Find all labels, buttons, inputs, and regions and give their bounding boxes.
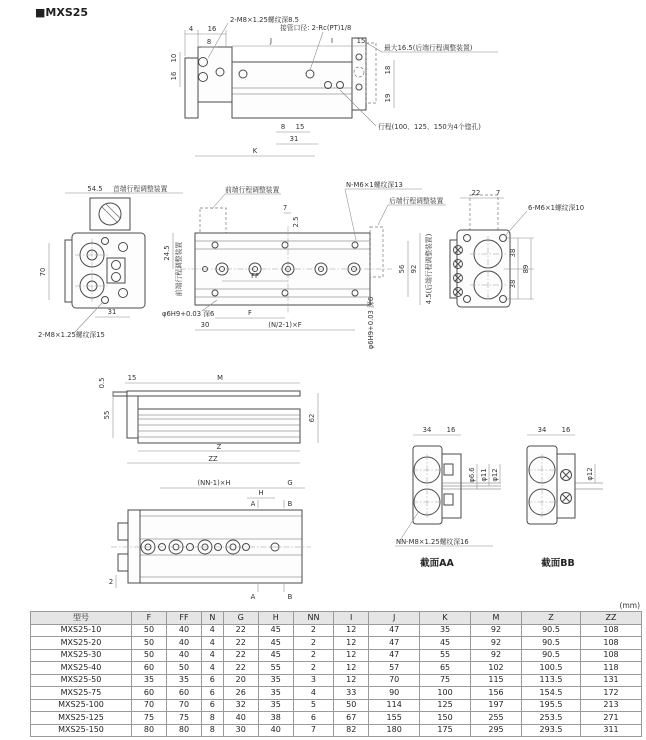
value-cell: 22 (223, 624, 258, 637)
header-cell: J (369, 612, 420, 625)
value-cell: 45 (258, 624, 293, 637)
value-cell: 3 (293, 674, 334, 687)
value-cell: 150 (420, 712, 471, 725)
table-row (31, 662, 642, 675)
value-cell: 6 (201, 687, 223, 700)
value-cell: 100.5 (522, 662, 581, 675)
note-thread: 6-M6×1螺纹深10 (528, 204, 585, 212)
label-front-adjuster-vertical: 前端行程调整装置 (175, 241, 183, 297)
dim-label: 70 (39, 267, 47, 277)
value-cell: 80 (132, 724, 167, 737)
dim-label: 38 (509, 248, 517, 258)
value-cell: 70 (132, 699, 167, 712)
table-row (31, 687, 642, 700)
value-cell: 155 (369, 712, 420, 725)
value-cell: 197 (471, 699, 522, 712)
value-cell: 311 (581, 724, 642, 737)
dim-label: 31 (289, 135, 299, 143)
value-cell: 45 (420, 637, 471, 650)
dim-label: (NN-1)×H (197, 479, 231, 487)
value-cell: 22 (223, 637, 258, 650)
note-stroke-holes: 行程(100、125、150为4个锪孔) (378, 123, 481, 131)
value-cell: 57 (369, 662, 420, 675)
header-cell: F (132, 612, 167, 625)
value-cell: 6 (201, 674, 223, 687)
section-mark-a: A (250, 593, 256, 601)
value-cell: 2 (293, 637, 334, 650)
model-cell: MXS25-40 (31, 662, 132, 675)
note-thread: N-M6×1螺纹深13 (346, 181, 403, 189)
model-cell: MXS25-75 (31, 687, 132, 700)
dim-label: 55 (103, 410, 111, 420)
value-cell: 12 (334, 662, 369, 675)
section-mark-b: B (287, 593, 293, 601)
dim-label: 7 (495, 189, 501, 197)
value-cell: 108 (581, 624, 642, 637)
value-cell: 108 (581, 637, 642, 650)
value-cell: 271 (581, 712, 642, 725)
dim-label: (N/2-1)×F (268, 321, 302, 329)
value-cell: 2 (293, 649, 334, 662)
value-cell: 4 (201, 649, 223, 662)
table-row (31, 699, 642, 712)
page-title: ■MXS25 (35, 6, 89, 19)
dim-label: I (330, 37, 334, 45)
dim-label: 7 (282, 204, 288, 212)
note-thread: 2-M8×1.25螺纹深8.5 (230, 16, 299, 24)
dim-label: 16 (446, 426, 456, 434)
value-cell: 50 (334, 699, 369, 712)
value-cell: 8 (201, 724, 223, 737)
value-cell: 35 (132, 674, 167, 687)
dim-label: 8 (206, 38, 212, 46)
dim-label: 16 (561, 426, 571, 434)
dim-label: G (287, 479, 293, 487)
header-cell: ZZ (581, 612, 642, 625)
value-cell: 60 (166, 687, 201, 700)
label-rear-adjuster-vertical: 4.5(后端行程调整装置) (425, 233, 433, 305)
dim-label: 34 (537, 426, 547, 434)
value-cell: 80 (166, 724, 201, 737)
value-cell: 102 (471, 662, 522, 675)
value-cell: 6 (293, 712, 334, 725)
model-cell: MXS25-20 (31, 637, 132, 650)
value-cell: 180 (369, 724, 420, 737)
header-cell: K (420, 612, 471, 625)
dim-label: 56 (398, 264, 406, 274)
dim-label: F (248, 309, 252, 317)
value-cell: 35 (258, 687, 293, 700)
table-row (31, 712, 642, 725)
value-cell: 100 (420, 687, 471, 700)
value-cell: 12 (334, 624, 369, 637)
value-cell: 45 (258, 649, 293, 662)
value-cell: 114 (369, 699, 420, 712)
header-cell: 型号 (31, 612, 132, 625)
note-max-stroke-adjuster: 最大16.5(后端行程调整装置) (384, 44, 473, 52)
model-cell: MXS25-125 (31, 712, 132, 725)
value-cell: 118 (581, 662, 642, 675)
value-cell: 4 (201, 624, 223, 637)
value-cell: 38 (258, 712, 293, 725)
value-cell: 40 (166, 637, 201, 650)
label-front-stroke-adjuster: 首端行程调整装置 (113, 185, 168, 193)
value-cell: 35 (420, 624, 471, 637)
side-view-drawing (68, 353, 330, 480)
plan-view-drawing (160, 178, 462, 353)
dim-label: 15 (127, 374, 137, 382)
value-cell: 67 (334, 712, 369, 725)
value-cell: 32 (223, 699, 258, 712)
model-cell: MXS25-50 (31, 674, 132, 687)
dim-label: φ6.6 (468, 467, 476, 483)
dim-label: 16 (207, 25, 217, 33)
value-cell: 70 (166, 699, 201, 712)
dim-label: 22 (471, 189, 481, 197)
section-aa-drawing (393, 418, 530, 598)
value-cell: 255 (471, 712, 522, 725)
label-front-stroke-adjuster: 前端行程调整装置 (225, 186, 280, 194)
model-cell: MXS25-100 (31, 699, 132, 712)
header-cell: FF (166, 612, 201, 625)
dim-label: M (217, 374, 223, 382)
dim-label: 10 (170, 53, 178, 63)
header-cell: H (258, 612, 293, 625)
dim-label: H (258, 489, 264, 497)
spec-table-body (31, 624, 642, 737)
value-cell: 40 (166, 649, 201, 662)
label-rear-stroke-adjuster: 后端行程调整装置 (389, 197, 444, 205)
value-cell: 12 (334, 674, 369, 687)
value-cell: 154.5 (522, 687, 581, 700)
dim-label: 92 (410, 264, 418, 274)
value-cell: 90 (369, 687, 420, 700)
value-cell: 26 (223, 687, 258, 700)
dim-label: 4 (188, 25, 194, 33)
dim-label: φ11 (480, 468, 488, 482)
table-row (31, 724, 642, 737)
header-cell: Z (522, 612, 581, 625)
value-cell: 92 (471, 637, 522, 650)
note-dowel-hole: φ6H9+0.03 深6 (162, 310, 215, 318)
dim-label: 30 (200, 321, 210, 329)
value-cell: 125 (420, 699, 471, 712)
value-cell: 40 (223, 712, 258, 725)
dim-label: 24.5 (163, 245, 171, 261)
header-cell: I (334, 612, 369, 625)
model-cell: MXS25-30 (31, 649, 132, 662)
dim-label: 2.5 (292, 216, 300, 228)
value-cell: 75 (132, 712, 167, 725)
value-cell: 75 (420, 674, 471, 687)
dim-label: 31 (107, 308, 117, 316)
value-cell: 113.5 (522, 674, 581, 687)
value-cell: 47 (369, 637, 420, 650)
header-cell: M (471, 612, 522, 625)
section-bb-caption: 截面BB (541, 558, 575, 569)
note-thread: NN-M8×1.25螺纹深16 (396, 538, 469, 546)
header-cell: N (201, 612, 223, 625)
value-cell: 60 (132, 687, 167, 700)
dim-label: 18 (384, 65, 392, 75)
value-cell: 253.5 (522, 712, 581, 725)
dim-label: 89 (522, 264, 530, 274)
bottom-plan-drawing (106, 476, 348, 603)
value-cell: 213 (581, 699, 642, 712)
dim-label: 54.5 (87, 185, 103, 193)
value-cell: 5 (293, 699, 334, 712)
header-cell: G (223, 612, 258, 625)
dim-label: 38 (509, 279, 517, 289)
dim-label: 8 (280, 123, 286, 131)
value-cell: 50 (132, 649, 167, 662)
value-cell: 293.5 (522, 724, 581, 737)
value-cell: 40 (258, 724, 293, 737)
dim-label: 2 (108, 578, 114, 586)
dim-label: 62 (308, 413, 316, 423)
spec-table-section (30, 601, 642, 737)
table-row (31, 624, 642, 637)
value-cell: 7 (293, 724, 334, 737)
value-cell: 4 (201, 662, 223, 675)
value-cell: 12 (334, 649, 369, 662)
note-dowel-hole-vertical: φ6H9+0.03 深6 (367, 296, 375, 350)
value-cell: 4 (201, 637, 223, 650)
note-port: 接管口径: 2-Rc(PT)1/8 (280, 24, 352, 32)
right-end-view-drawing (448, 178, 646, 353)
section-aa-caption: 截面AA (420, 558, 454, 569)
spec-table-header-row (31, 612, 642, 625)
value-cell: 90.5 (522, 637, 581, 650)
dim-label: 0.5 (98, 377, 106, 389)
dim-label: 16 (170, 71, 178, 81)
value-cell: 90.5 (522, 624, 581, 637)
value-cell: 2 (293, 662, 334, 675)
value-cell: 172 (581, 687, 642, 700)
value-cell: 90.5 (522, 649, 581, 662)
value-cell: 82 (334, 724, 369, 737)
section-bb-drawing (523, 418, 645, 598)
table-row (31, 637, 642, 650)
value-cell: 70 (369, 674, 420, 687)
value-cell: 175 (420, 724, 471, 737)
value-cell: 22 (223, 649, 258, 662)
value-cell: 30 (223, 724, 258, 737)
dim-label: Z (216, 443, 222, 451)
dim-label: ZZ (208, 455, 218, 463)
value-cell: 50 (166, 662, 201, 675)
value-cell: 92 (471, 649, 522, 662)
value-cell: 75 (166, 712, 201, 725)
top-view-drawing (168, 10, 646, 162)
value-cell: 12 (334, 637, 369, 650)
dim-label: 15 (356, 37, 366, 45)
value-cell: 6 (201, 699, 223, 712)
value-cell: 65 (420, 662, 471, 675)
value-cell: 35 (166, 674, 201, 687)
dim-label: 19 (384, 93, 392, 103)
value-cell: 40 (166, 624, 201, 637)
table-row (31, 674, 642, 687)
dim-label: J (269, 37, 273, 45)
value-cell: 47 (369, 649, 420, 662)
value-cell: 50 (132, 637, 167, 650)
value-cell: 33 (334, 687, 369, 700)
model-cell: MXS25-150 (31, 724, 132, 737)
value-cell: 35 (258, 699, 293, 712)
table-row (31, 649, 642, 662)
value-cell: 22 (223, 662, 258, 675)
value-cell: 195.5 (522, 699, 581, 712)
value-cell: 115 (471, 674, 522, 687)
note-thread: 2-M8×1.25螺纹深15 (38, 331, 105, 339)
value-cell: 108 (581, 649, 642, 662)
dim-label: φ12 (491, 468, 499, 482)
value-cell: 92 (471, 624, 522, 637)
section-mark-b: B (287, 500, 293, 508)
value-cell: 131 (581, 674, 642, 687)
value-cell: 60 (132, 662, 167, 675)
value-cell: 20 (223, 674, 258, 687)
value-cell: 8 (201, 712, 223, 725)
dim-label: 15 (295, 123, 305, 131)
header-cell: NN (293, 612, 334, 625)
value-cell: 55 (258, 662, 293, 675)
value-cell: 156 (471, 687, 522, 700)
value-cell: 295 (471, 724, 522, 737)
dim-label: 34 (422, 426, 432, 434)
spec-table (30, 611, 642, 737)
model-cell: MXS25-10 (31, 624, 132, 637)
units-label: (mm) (619, 601, 640, 610)
dim-label: FF (251, 272, 259, 280)
section-mark-a: A (250, 500, 256, 508)
value-cell: 47 (369, 624, 420, 637)
dim-label: K (252, 147, 258, 155)
value-cell: 45 (258, 637, 293, 650)
value-cell: 35 (258, 674, 293, 687)
dim-label: φ12 (586, 467, 594, 481)
value-cell: 4 (293, 687, 334, 700)
value-cell: 50 (132, 624, 167, 637)
value-cell: 2 (293, 624, 334, 637)
value-cell: 55 (420, 649, 471, 662)
